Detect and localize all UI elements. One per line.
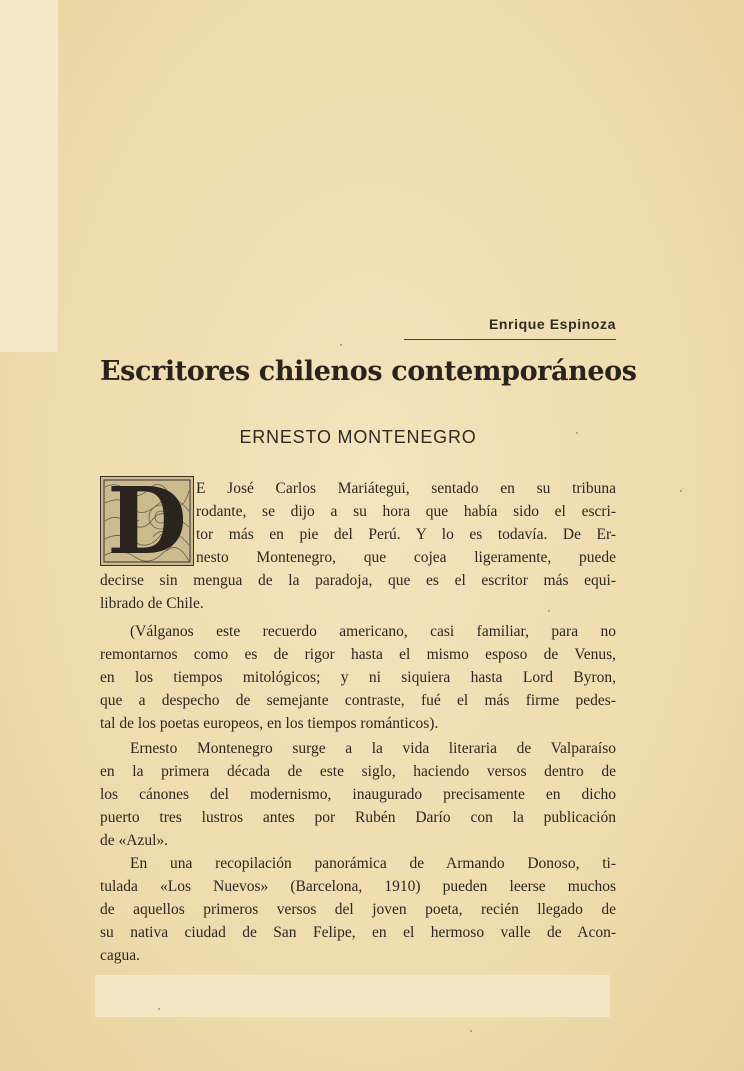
scan-speck bbox=[576, 432, 578, 434]
scan-speck bbox=[548, 610, 550, 612]
text-line: cagua. bbox=[100, 947, 141, 964]
text-line: en los tiempos mitológicos; y ni siquiera hasta Lord Byron, bbox=[100, 669, 616, 686]
drop-cap-letter: D bbox=[107, 476, 187, 566]
text-line: nesto Montenegro, que cojea ligeramente, puede bbox=[196, 549, 616, 566]
blank-bottom-patch bbox=[95, 975, 610, 1017]
article-subtitle: ERNESTO MONTENEGRO bbox=[239, 427, 477, 447]
author-name: Enrique Espinoza bbox=[488, 316, 616, 332]
text-line: (Válganos este recuerdo americano, casi familiar, para no bbox=[130, 623, 616, 640]
text-line: en la primera década de este siglo, haciendo versos dentro de bbox=[100, 763, 616, 780]
scan-speck bbox=[470, 1030, 472, 1032]
text-line: tal de los poetas europeos, en los tiempos románticos). bbox=[100, 715, 439, 732]
scan-speck bbox=[680, 490, 682, 492]
text-line: de aquellos primeros versos del joven poeta, recién llegado de bbox=[100, 901, 616, 918]
paragraph-1-wrap-lines bbox=[196, 477, 616, 569]
text-line: su nativa ciudad de San Felipe, en el hermoso valle de Acon- bbox=[100, 924, 616, 941]
text-line: En una recopilación panorámica de Armando Donoso, ti- bbox=[130, 855, 616, 872]
text-line: tor más en pie del Perú. Y lo es todavía. De Er- bbox=[196, 526, 616, 543]
paragraph-1-full-lines bbox=[100, 569, 616, 615]
text-line: librado de Chile. bbox=[100, 595, 204, 612]
paragraph-4 bbox=[100, 852, 616, 967]
scan-speck bbox=[158, 1008, 160, 1010]
text-line: Ernesto Montenegro surge a la vida literaria de Valparaíso bbox=[130, 740, 616, 757]
blank-margin-strip bbox=[0, 0, 58, 352]
text-line: de «Azul». bbox=[100, 832, 169, 849]
text-line: E José Carlos Mariátegui, sentado en su tribuna bbox=[196, 480, 616, 497]
paragraph-3 bbox=[100, 737, 616, 852]
text-line: decirse sin mengua de la paradoja, que es el escritor más equi- bbox=[100, 572, 616, 589]
paragraph-2 bbox=[100, 620, 616, 735]
text-line: rodante, se dijo a su hora que había sido el escri- bbox=[196, 503, 616, 520]
article-title: Escritores chilenos contemporáneos bbox=[100, 356, 637, 387]
text-line: los cánones del modernismo, inaugurado precisamente en dicho bbox=[100, 786, 616, 803]
author-rule bbox=[404, 339, 616, 340]
text-line: puerto tres lustros antes por Rubén Darío con la publicación bbox=[100, 809, 616, 826]
text-line: remontarnos como es de rigor hasta el mismo esposo de Venus, bbox=[100, 646, 616, 663]
text-line: que a despecho de semejante contraste, fué el más firme pedes- bbox=[100, 692, 616, 709]
drop-cap-initial bbox=[100, 476, 194, 566]
text-line: tulada «Los Nuevos» (Barcelona, 1910) pueden leerse muchos bbox=[100, 878, 616, 895]
scan-speck bbox=[340, 344, 342, 346]
